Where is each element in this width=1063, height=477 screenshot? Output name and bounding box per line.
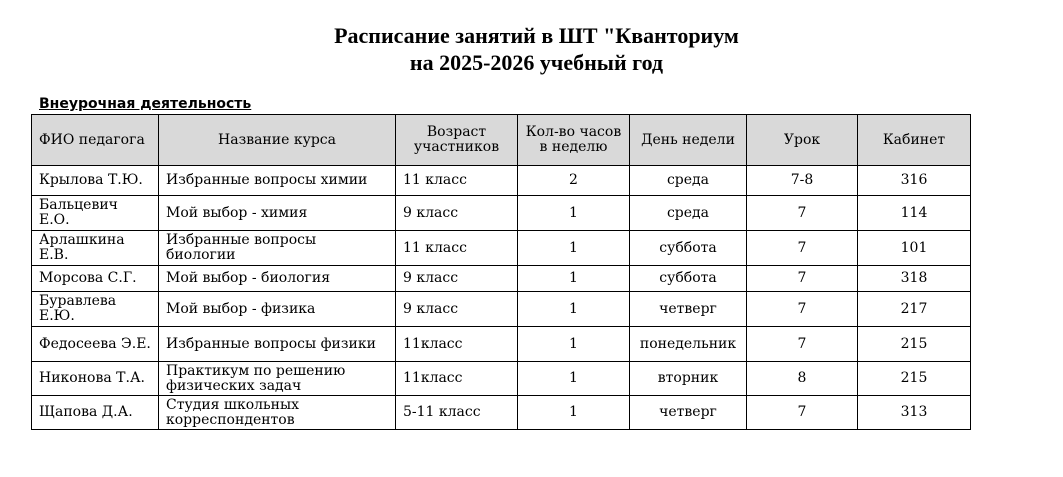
cell-lesson: 7	[747, 266, 858, 292]
cell-course: Избранные вопросы биологии	[159, 231, 396, 266]
cell-lesson: 7	[747, 396, 858, 430]
cell-room: 318	[858, 266, 971, 292]
cell-lesson: 7	[747, 196, 858, 231]
cell-course: Мой выбор - химия	[159, 196, 396, 231]
table-header-row	[32, 115, 971, 166]
table-row	[32, 396, 971, 430]
cell-fio: Буравлева Е.Ю.	[32, 292, 159, 327]
cell-hours: 1	[518, 396, 630, 430]
cell-lesson: 8	[747, 362, 858, 396]
table-row	[32, 231, 971, 266]
cell-age: 11класс	[396, 362, 518, 396]
cell-fio: Бальцевич Е.О.	[32, 196, 159, 231]
cell-room: 101	[858, 231, 971, 266]
table-row	[32, 327, 971, 362]
cell-course: Практикум по решению физических задач	[159, 362, 396, 396]
cell-lesson: 7	[747, 327, 858, 362]
cell-hours: 1	[518, 231, 630, 266]
cell-day: четверг	[630, 396, 747, 430]
header-room: Кабинет	[858, 115, 971, 166]
cell-course: Студия школьных корреспондентов	[159, 396, 396, 430]
table-row	[32, 362, 971, 396]
cell-hours: 2	[518, 166, 630, 196]
cell-hours: 1	[518, 292, 630, 327]
cell-fio: Никонова Т.А.	[32, 362, 159, 396]
cell-day: суббота	[630, 266, 747, 292]
cell-lesson: 7	[747, 292, 858, 327]
cell-day: вторник	[630, 362, 747, 396]
cell-fio: Щапова Д.А.	[32, 396, 159, 430]
title-line-2: на 2025-2026 учебный год	[409, 50, 664, 75]
header-fio: ФИО педагога	[32, 115, 159, 166]
schedule-table	[31, 114, 971, 430]
header-day: День недели	[630, 115, 747, 166]
table-row	[32, 292, 971, 327]
cell-age: 11 класс	[396, 231, 518, 266]
cell-day: среда	[630, 196, 747, 231]
section-label: Внеурочная деятельность	[39, 96, 252, 112]
cell-age: 9 класс	[396, 292, 518, 327]
table-row	[32, 166, 971, 196]
header-course: Название курса	[159, 115, 396, 166]
cell-room: 114	[858, 196, 971, 231]
header-lesson: Урок	[747, 115, 858, 166]
cell-hours: 1	[518, 362, 630, 396]
header-age: Возраст участников	[396, 115, 518, 166]
table-row	[32, 196, 971, 231]
cell-fio: Крылова Т.Ю.	[32, 166, 159, 196]
cell-course: Избранные вопросы физики	[159, 327, 396, 362]
page-title	[0, 22, 1063, 76]
cell-age: 11 класс	[396, 166, 518, 196]
cell-room: 316	[858, 166, 971, 196]
cell-age: 9 класс	[396, 196, 518, 231]
cell-age: 5-11 класс	[396, 396, 518, 430]
cell-room: 313	[858, 396, 971, 430]
header-hours: Кол-во часов в неделю	[518, 115, 630, 166]
cell-day: четверг	[630, 292, 747, 327]
cell-age: 9 класс	[396, 266, 518, 292]
cell-course: Мой выбор - биология	[159, 266, 396, 292]
cell-hours: 1	[518, 266, 630, 292]
cell-course: Избранные вопросы химии	[159, 166, 396, 196]
cell-room: 215	[858, 362, 971, 396]
cell-course: Мой выбор - физика	[159, 292, 396, 327]
cell-room: 217	[858, 292, 971, 327]
cell-lesson: 7-8	[747, 166, 858, 196]
cell-fio: Арлашкина Е.В.	[32, 231, 159, 266]
cell-fio: Федосеева Э.Е.	[32, 327, 159, 362]
cell-fio: Морсова С.Г.	[32, 266, 159, 292]
cell-room: 215	[858, 327, 971, 362]
cell-lesson: 7	[747, 231, 858, 266]
cell-day: суббота	[630, 231, 747, 266]
title-line-1: Расписание занятий в ШТ "Кванториум	[334, 23, 739, 48]
cell-hours: 1	[518, 327, 630, 362]
cell-day: среда	[630, 166, 747, 196]
cell-day: понедельник	[630, 327, 747, 362]
table-row	[32, 266, 971, 292]
cell-age: 11класс	[396, 327, 518, 362]
cell-hours: 1	[518, 196, 630, 231]
